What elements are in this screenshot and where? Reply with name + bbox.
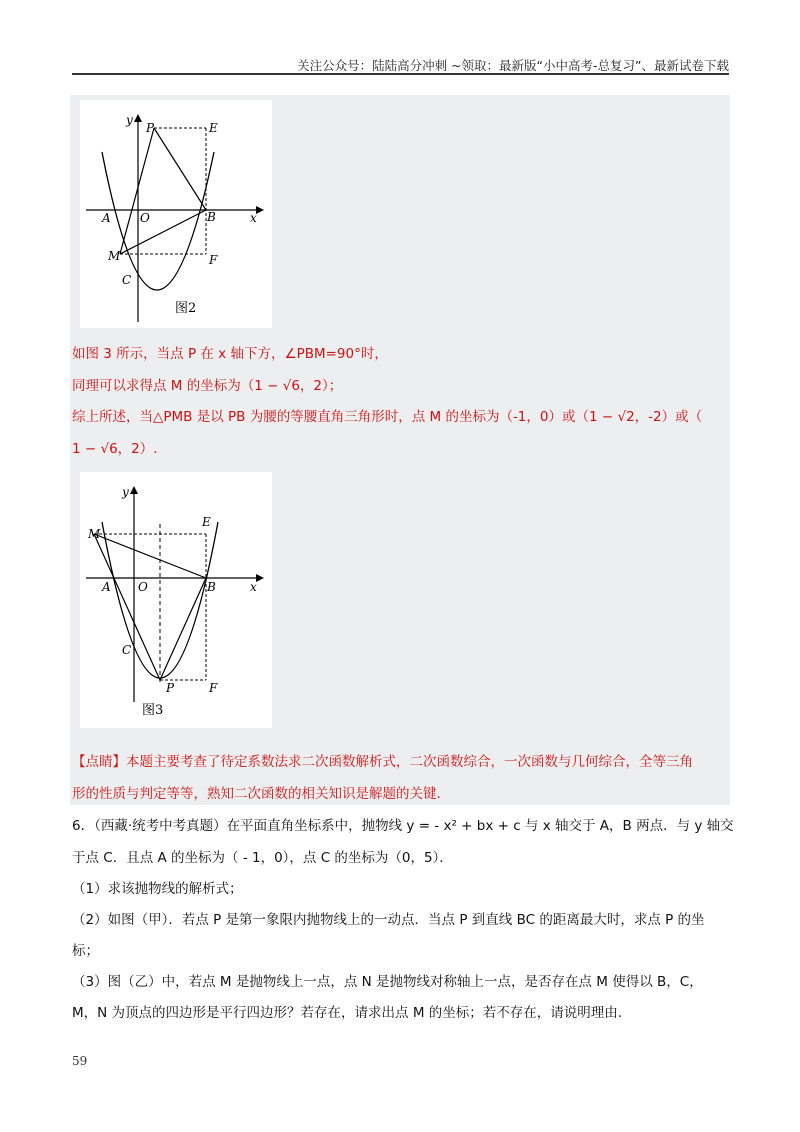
- page-header: 关注公众号：陆陆高分冲刺 ~领取：最新版“小中高考-总复习”、最新试卷下载: [297, 58, 729, 73]
- solution-line-3: 综上所述，当△PMB 是以 PB 为腰的等腰直角三角形时，点 M 的坐标为（-1，0）或（1 − √2，-2）或（: [72, 409, 703, 425]
- label-m: M: [88, 527, 101, 541]
- problem6-part-3a: （3）图（乙）中，若点 M 是抛物线上一点，点 N 是抛物线对称轴上一点，是否存在点 M 使得以 B，C，: [72, 974, 703, 990]
- figure-3: [80, 472, 272, 728]
- label-b: B: [207, 210, 216, 224]
- problem6-line-1: 6．（西藏·统考中考真题）在平面直角坐标系中，抛物线 y = - x² + bx + c 与 x 轴交于 A，B 两点．与 y 轴交: [72, 818, 734, 834]
- page-number: 59: [72, 1054, 88, 1068]
- solution-line-1: 如图 3 所示，当点 P 在 x 轴下方，∠PBM=90°时，: [72, 346, 388, 362]
- segment-pb: [154, 128, 206, 210]
- figure-2-diagram: [80, 100, 272, 328]
- label-x: x: [250, 211, 257, 225]
- segment-pm: [120, 128, 154, 254]
- label-p: P: [146, 121, 155, 135]
- figure-3-diagram: [80, 472, 272, 728]
- label-p: P: [166, 681, 175, 695]
- problem6-part-2b: 标；: [72, 943, 99, 959]
- solution-line-4: 1 − √6，2）.: [72, 441, 158, 457]
- x-axis-arrow: [256, 206, 264, 214]
- figure-2: [80, 100, 272, 328]
- problem6-part-3b: M，N 为顶点的四边形是平行四边形？若存在，请求出点 M 的坐标；若不存在，请说明理由.: [72, 1005, 623, 1021]
- label-b: B: [207, 580, 216, 594]
- label-c: C: [122, 273, 132, 287]
- label-m: M: [108, 249, 121, 263]
- label-e: E: [209, 121, 218, 135]
- label-origin: O: [140, 211, 150, 225]
- y-axis-arrow: [134, 114, 142, 122]
- problem6-part-1: （1）求该抛物线的解析式；: [72, 881, 243, 897]
- comment-line-2: 形的性质与判定等等，熟知二次函数的相关知识是解题的关键.: [72, 786, 441, 802]
- label-x: x: [250, 580, 257, 594]
- problem6-part-2a: （2）如图（甲）．若点 P 是第一象限内抛物线上的一动点．当点 P 到直线 BC 的距离最大时，求点 P 的坐: [72, 912, 705, 928]
- label-a: A: [102, 211, 111, 225]
- header-rule: [72, 73, 729, 75]
- label-e: E: [202, 515, 211, 529]
- segment-bp: [160, 578, 206, 680]
- comment-line-1: 【点睛】本题主要考查了待定系数法求二次函数解析式，二次函数综合，一次函数与几何综合，全等三角: [72, 754, 693, 770]
- label-f: F: [209, 253, 218, 267]
- label-c: C: [122, 643, 132, 657]
- label-y: y: [126, 113, 133, 127]
- solution-line-2: 同理可以求得点 M 的坐标为（1 − √6，2）；: [72, 378, 343, 394]
- parabola: [102, 152, 214, 290]
- figure-3-caption: 图3: [142, 703, 164, 718]
- label-y: y: [122, 485, 129, 499]
- label-origin: O: [138, 580, 148, 594]
- problem6-line-2: 于点 C．且点 A 的坐标为（ - 1，0），点 C 的坐标为（0，5）．: [72, 850, 453, 866]
- figure-2-caption: 图2: [175, 301, 197, 316]
- y-axis-arrow: [130, 486, 138, 494]
- label-a: A: [102, 580, 111, 594]
- label-f: F: [209, 681, 218, 695]
- x-axis-arrow: [256, 574, 264, 582]
